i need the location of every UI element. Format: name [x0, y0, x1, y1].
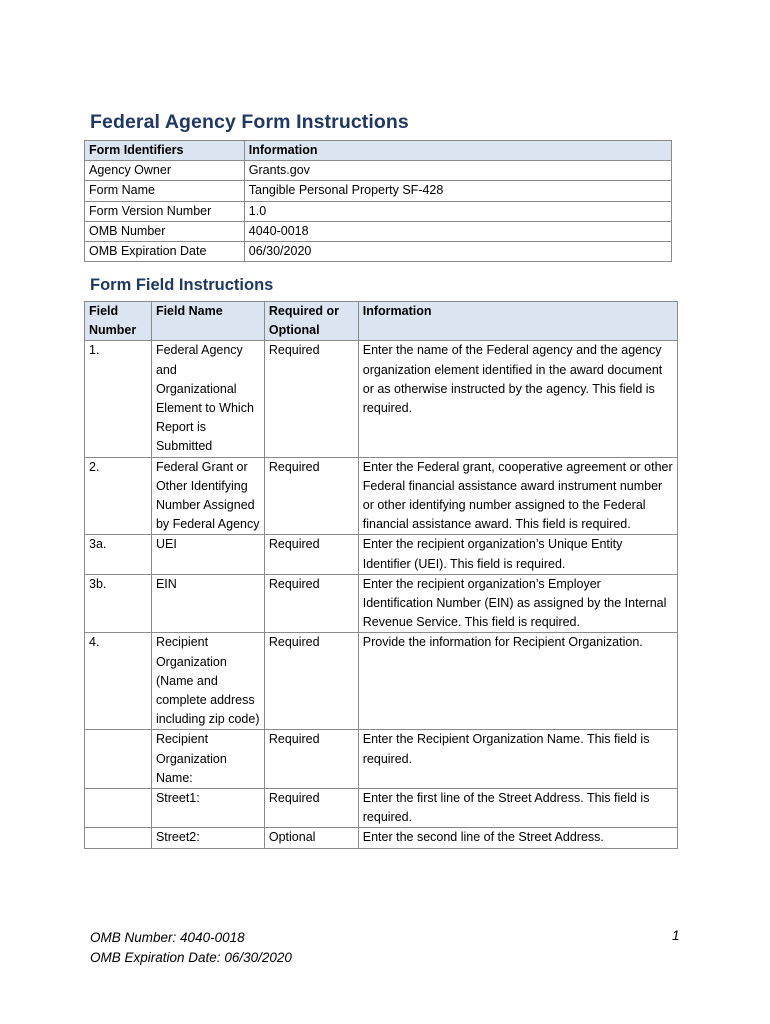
field-number: 2.	[85, 457, 152, 535]
identifier-value: Grants.gov	[244, 161, 671, 181]
field-number: 3b.	[85, 574, 152, 633]
field-information: Enter the recipient organization’s Unique Entity Identifier (UEI). This field is required.	[358, 535, 677, 574]
page-footer	[90, 928, 292, 967]
identifier-value: 06/30/2020	[244, 242, 671, 262]
table-header-row	[85, 141, 672, 161]
table-row	[85, 574, 678, 633]
field-information: Enter the Federal grant, cooperative agreement or other Federal financial assistance award instrument number or other identifying number assigned to the Federal financial assistance award. This field is required.	[358, 457, 677, 535]
footer-omb-expiration-label: OMB Expiration Date:	[90, 949, 221, 965]
table-row	[85, 828, 678, 848]
identifier-value: 1.0	[244, 201, 671, 221]
field-information: Enter the name of the Federal agency and the agency organization element identified in the award document or as otherwise instructed by the agency. This field is required.	[358, 341, 677, 457]
footer-omb-number-value: 4040-0018	[180, 930, 245, 945]
table-row	[85, 181, 672, 201]
table-row	[85, 161, 672, 181]
table-row	[85, 201, 672, 221]
footer-omb-number	[90, 928, 292, 948]
identifier-label: OMB Number	[85, 221, 245, 241]
table-header-row	[85, 302, 678, 341]
footer-omb-expiration-value: 06/30/2020	[224, 949, 292, 965]
section-title: Form Field Instructions	[90, 276, 274, 294]
form-field-instructions-table	[84, 301, 678, 849]
field-number	[85, 730, 152, 789]
column-header: Information	[244, 141, 671, 161]
field-name: Federal Grant or Other Identifying Number Assigned by Federal Agency	[151, 457, 264, 535]
column-header: Form Identifiers	[85, 141, 245, 161]
field-information: Enter the Recipient Organization Name. This field is required.	[358, 730, 677, 789]
page-title: Federal Agency Form Instructions	[90, 111, 409, 133]
table-row	[85, 221, 672, 241]
field-number: 1.	[85, 341, 152, 457]
field-information: Enter the recipient organization’s Employer Identification Number (EIN) as assigned by the Internal Revenue Service. This field is required.	[358, 574, 677, 633]
field-name: Recipient Organization Name:	[151, 730, 264, 789]
table-row	[85, 633, 678, 730]
footer-omb-expiration	[90, 948, 292, 968]
page-number: 1	[672, 928, 680, 943]
column-header: Required or Optional	[264, 302, 358, 341]
field-name: EIN	[151, 574, 264, 633]
form-identifiers-table	[84, 140, 672, 262]
field-number	[85, 789, 152, 828]
field-requirement: Required	[264, 574, 358, 633]
identifier-label: Agency Owner	[85, 161, 245, 181]
field-requirement: Optional	[264, 828, 358, 848]
field-number	[85, 828, 152, 848]
field-requirement: Required	[264, 341, 358, 457]
field-requirement: Required	[264, 789, 358, 828]
field-information: Enter the second line of the Street Address.	[358, 828, 677, 848]
field-number: 3a.	[85, 535, 152, 574]
table-row	[85, 789, 678, 828]
identifier-value: 4040-0018	[244, 221, 671, 241]
footer-omb-number-label: OMB Number:	[90, 930, 177, 945]
column-header: Field Number	[85, 302, 152, 341]
field-information: Provide the information for Recipient Organization.	[358, 633, 677, 730]
field-name: Street1:	[151, 789, 264, 828]
field-name: Street2:	[151, 828, 264, 848]
table-row	[85, 242, 672, 262]
identifier-label: Form Version Number	[85, 201, 245, 221]
field-requirement: Required	[264, 633, 358, 730]
field-requirement: Required	[264, 730, 358, 789]
table-row	[85, 341, 678, 457]
field-name: UEI	[151, 535, 264, 574]
field-information: Enter the first line of the Street Address. This field is required.	[358, 789, 677, 828]
field-number: 4.	[85, 633, 152, 730]
field-name: Recipient Organization (Name and complete address including zip code)	[151, 633, 264, 730]
table-row	[85, 730, 678, 789]
identifier-label: Form Name	[85, 181, 245, 201]
field-requirement: Required	[264, 535, 358, 574]
column-header: Field Name	[151, 302, 264, 341]
column-header: Information	[358, 302, 677, 341]
table-row	[85, 457, 678, 535]
field-name: Federal Agency and Organizational Element to Which Report is Submitted	[151, 341, 264, 457]
table-row	[85, 535, 678, 574]
field-requirement: Required	[264, 457, 358, 535]
identifier-label: OMB Expiration Date	[85, 242, 245, 262]
identifier-value: Tangible Personal Property SF-428	[244, 181, 671, 201]
